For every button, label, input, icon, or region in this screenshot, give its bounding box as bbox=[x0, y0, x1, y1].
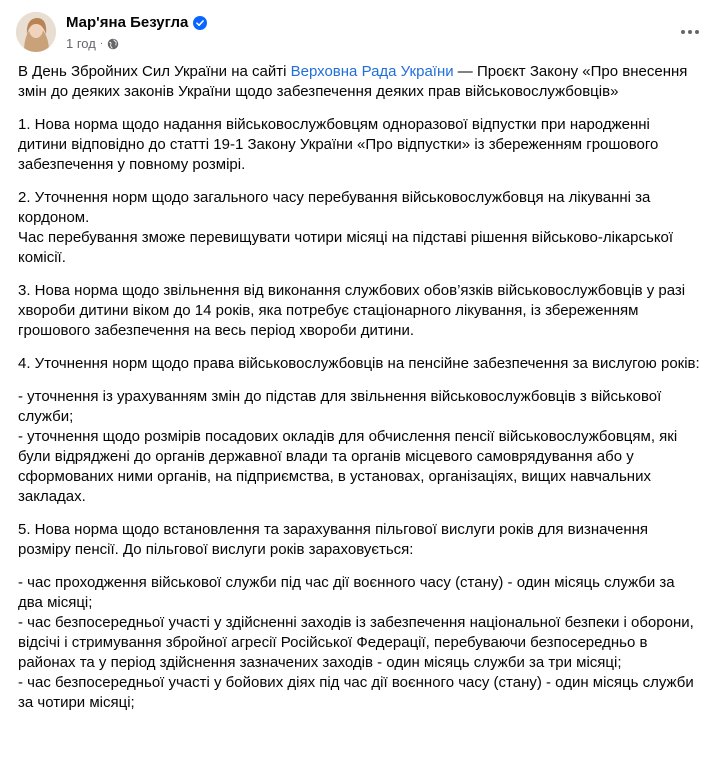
verkhovna-rada-link[interactable]: Верховна Рада України bbox=[290, 63, 454, 80]
author-name[interactable] bbox=[66, 14, 207, 31]
avatar-image bbox=[16, 12, 56, 52]
paragraph-line: - уточнення із урахуванням змін до підстав для звільнення військовослужбовців з військової служби; bbox=[18, 388, 662, 425]
post-paragraph bbox=[18, 520, 700, 560]
globe-icon[interactable] bbox=[107, 38, 119, 50]
post-paragraph bbox=[18, 573, 700, 713]
intro-text-after: — Проєкт Закону «Про внесення змін до деяких законів України щодо забезпечення деяких прав військовослужбовців» bbox=[18, 63, 688, 100]
post-paragraph bbox=[18, 115, 700, 175]
intro-text-before: В День Збройних Сил України на сайті bbox=[18, 63, 291, 80]
paragraph-line: - час безпосередньої участі у бойових діях під час дії воєнного часу (стану) - один місяць служби за чотири місяці; bbox=[18, 674, 694, 711]
post-body bbox=[18, 62, 700, 726]
more-dots-icon bbox=[688, 30, 692, 34]
more-options-button[interactable] bbox=[676, 22, 704, 42]
paragraph-line: - уточнення щодо розмірів посадових окладів для обчислення пенсії військовослужбовцям, які були відряджені до органів державної влади та органів місцевого самоврядування або у сформованих ними органів, на підприємства, в установах, організаціях, вищих навчальних закладах. bbox=[18, 428, 678, 505]
author-name-text[interactable]: Мар'яна Безугла bbox=[66, 14, 189, 31]
post-timestamp[interactable]: 1 год bbox=[66, 36, 96, 51]
post-paragraph bbox=[18, 387, 700, 507]
post-paragraph bbox=[18, 281, 700, 341]
paragraph-line: 3. Нова норма щодо звільнення від виконання службових обов’язків військовослужбовців у разі хвороби дитини віком до 14 років, яка потребує стаціонарного лікування, із збереженням грошового забезпечення на весь період хвороби дитини. bbox=[18, 282, 686, 339]
meta-separator: · bbox=[99, 38, 104, 49]
paragraph-line: 5. Нова норма щодо встановлення та зарахування пільгової вислуги років для визначення розміру пенсії. До пільгової вислуги років зараховується: bbox=[18, 521, 649, 558]
verified-badge-icon bbox=[193, 16, 207, 30]
post-paragraph bbox=[18, 188, 700, 268]
paragraph-line: 1. Нова норма щодо надання військовослужбовцям одноразової відпустки при народженні дитини відповідно до статті 19-1 Закону України «Про відпустки» із збереженням грошового забезпечення у повному розмірі. bbox=[18, 116, 659, 173]
paragraph-line: Час перебування зможе перевищувати чотири місяці на підставі рішення військово-лікарської комісії. bbox=[18, 229, 674, 266]
post-header bbox=[16, 10, 714, 56]
paragraph-line: - час проходження військової служби під час дії воєнного часу (стану) - один місяць служби за два місяці; bbox=[18, 574, 675, 611]
paragraph-line: - час безпосередньої участі у здійсненні заходів із забезпечення національної безпеки і оборони, відсічі і стримування збройної агресії Російської Федерації, перебуваючи безпосередньо в районах та у період здійснення зазначених заходів - один місяць служби за три місяці; bbox=[18, 614, 694, 671]
post-intro bbox=[18, 62, 700, 102]
post-meta bbox=[66, 36, 119, 51]
more-dots-icon bbox=[695, 30, 699, 34]
post-paragraph bbox=[18, 354, 700, 374]
more-dots-icon bbox=[681, 30, 685, 34]
post-paragraphs bbox=[18, 115, 700, 713]
avatar[interactable] bbox=[16, 12, 56, 52]
paragraph-line: 2. Уточнення норм щодо загального часу перебування військовослужбовця на лікуванні за кордоном. bbox=[18, 189, 651, 226]
paragraph-line: 4. Уточнення норм щодо права військовослужбовців на пенсійне забезпечення за вислугою років: bbox=[18, 355, 700, 372]
